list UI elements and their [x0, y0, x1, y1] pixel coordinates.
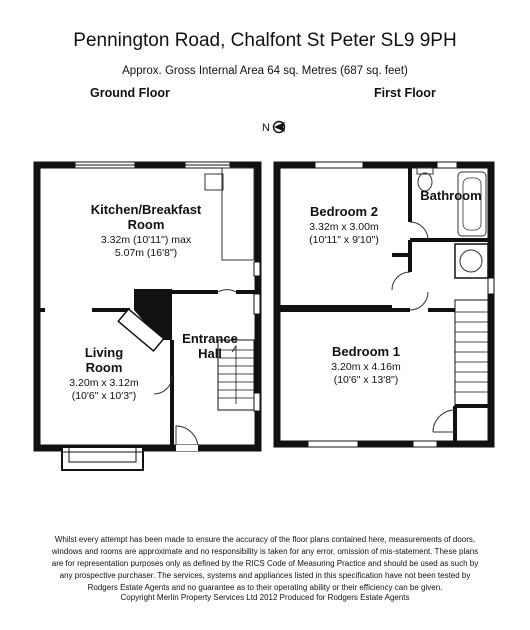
door-swing — [410, 222, 428, 240]
living-dimension: 3.20m x 3.12m — [69, 377, 139, 389]
bathroom-window — [437, 162, 457, 168]
bay-window — [62, 448, 143, 470]
bathroom-name: Bathroom — [420, 188, 482, 203]
kitchen-name-line2: Room — [127, 217, 165, 232]
first-floor-label: First Floor — [374, 86, 436, 100]
bath-icon — [458, 172, 486, 236]
ground-stairs — [218, 340, 254, 410]
copyright-text: Copyright Merlin Property Services Ltd 2012 Produced for Rodgers Estate Agents — [120, 593, 410, 602]
side-window — [254, 294, 260, 314]
bedroom1-name: Bedroom 1 — [332, 344, 400, 359]
compass-icon — [262, 122, 285, 135]
disclaimer-text: Whilst every attempt has been made to ensure the accuracy of the floor plans contained here, measurements of doors, windows and rooms are approximate and no responsibility is taken for any error, omission of mis-statement. These plans are for representation purposes only as defined by the RICS Code of Measuring Practice and should be used as such by any prospective purchaser. The services, systems and appliances listed in this specification have not been tested by Rodgers Estate Agents and no guarantee as to their operating ability or their efficiency can be given. — [51, 535, 479, 592]
kitchen-dimension: 3.32m (10'11") max — [100, 234, 192, 246]
kitchen-window-2 — [185, 162, 230, 168]
bedroom1-window — [308, 441, 358, 447]
living-dimension-2: (10'6" x 10'3") — [71, 390, 137, 402]
kitchen-dimension-2: 5.07m (16'8") — [114, 247, 178, 259]
bedroom2-dimension: 3.32m x 3.00m — [309, 221, 379, 233]
kitchen-name: Kitchen/Breakfast — [90, 202, 202, 217]
bedroom1-dimension: 3.20m x 4.16m — [331, 361, 401, 373]
door-swing — [392, 272, 410, 290]
door-swing — [410, 292, 428, 310]
gross-internal-area: Approx. Gross Internal Area 64 sq. Metres (687 sq. feet) — [122, 65, 408, 77]
page-title: Pennington Road, Chalfont St Peter SL9 9PH — [73, 30, 457, 51]
side-window — [254, 393, 260, 411]
bedroom2-name: Bedroom 2 — [310, 204, 378, 219]
entrance-hall-name: Entrance — [182, 331, 238, 346]
ground-floor-label: Ground Floor — [90, 86, 170, 100]
door-swing — [154, 376, 172, 394]
entrance-hall-name-line2: Hall — [198, 346, 222, 361]
landing-window — [488, 278, 494, 294]
cylinder-icon — [460, 250, 482, 272]
kitchen-worktop — [222, 168, 254, 260]
side-window — [254, 262, 260, 276]
living-name-line2: Room — [85, 360, 123, 375]
door-swing — [218, 290, 236, 292]
first-stairs — [455, 300, 491, 406]
bedroom1-dimension-2: (10'6" x 13'8") — [333, 374, 399, 386]
compass-north-label: N — [262, 122, 270, 134]
bedroom2-dimension-2: (10'11" x 9'10") — [309, 234, 379, 246]
bedroom2-window — [315, 162, 363, 168]
living-name: Living — [84, 345, 124, 360]
kitchen-window — [75, 162, 135, 168]
door-swing — [433, 410, 455, 432]
bedroom1-window-2 — [413, 441, 437, 447]
sink-icon — [205, 174, 223, 190]
